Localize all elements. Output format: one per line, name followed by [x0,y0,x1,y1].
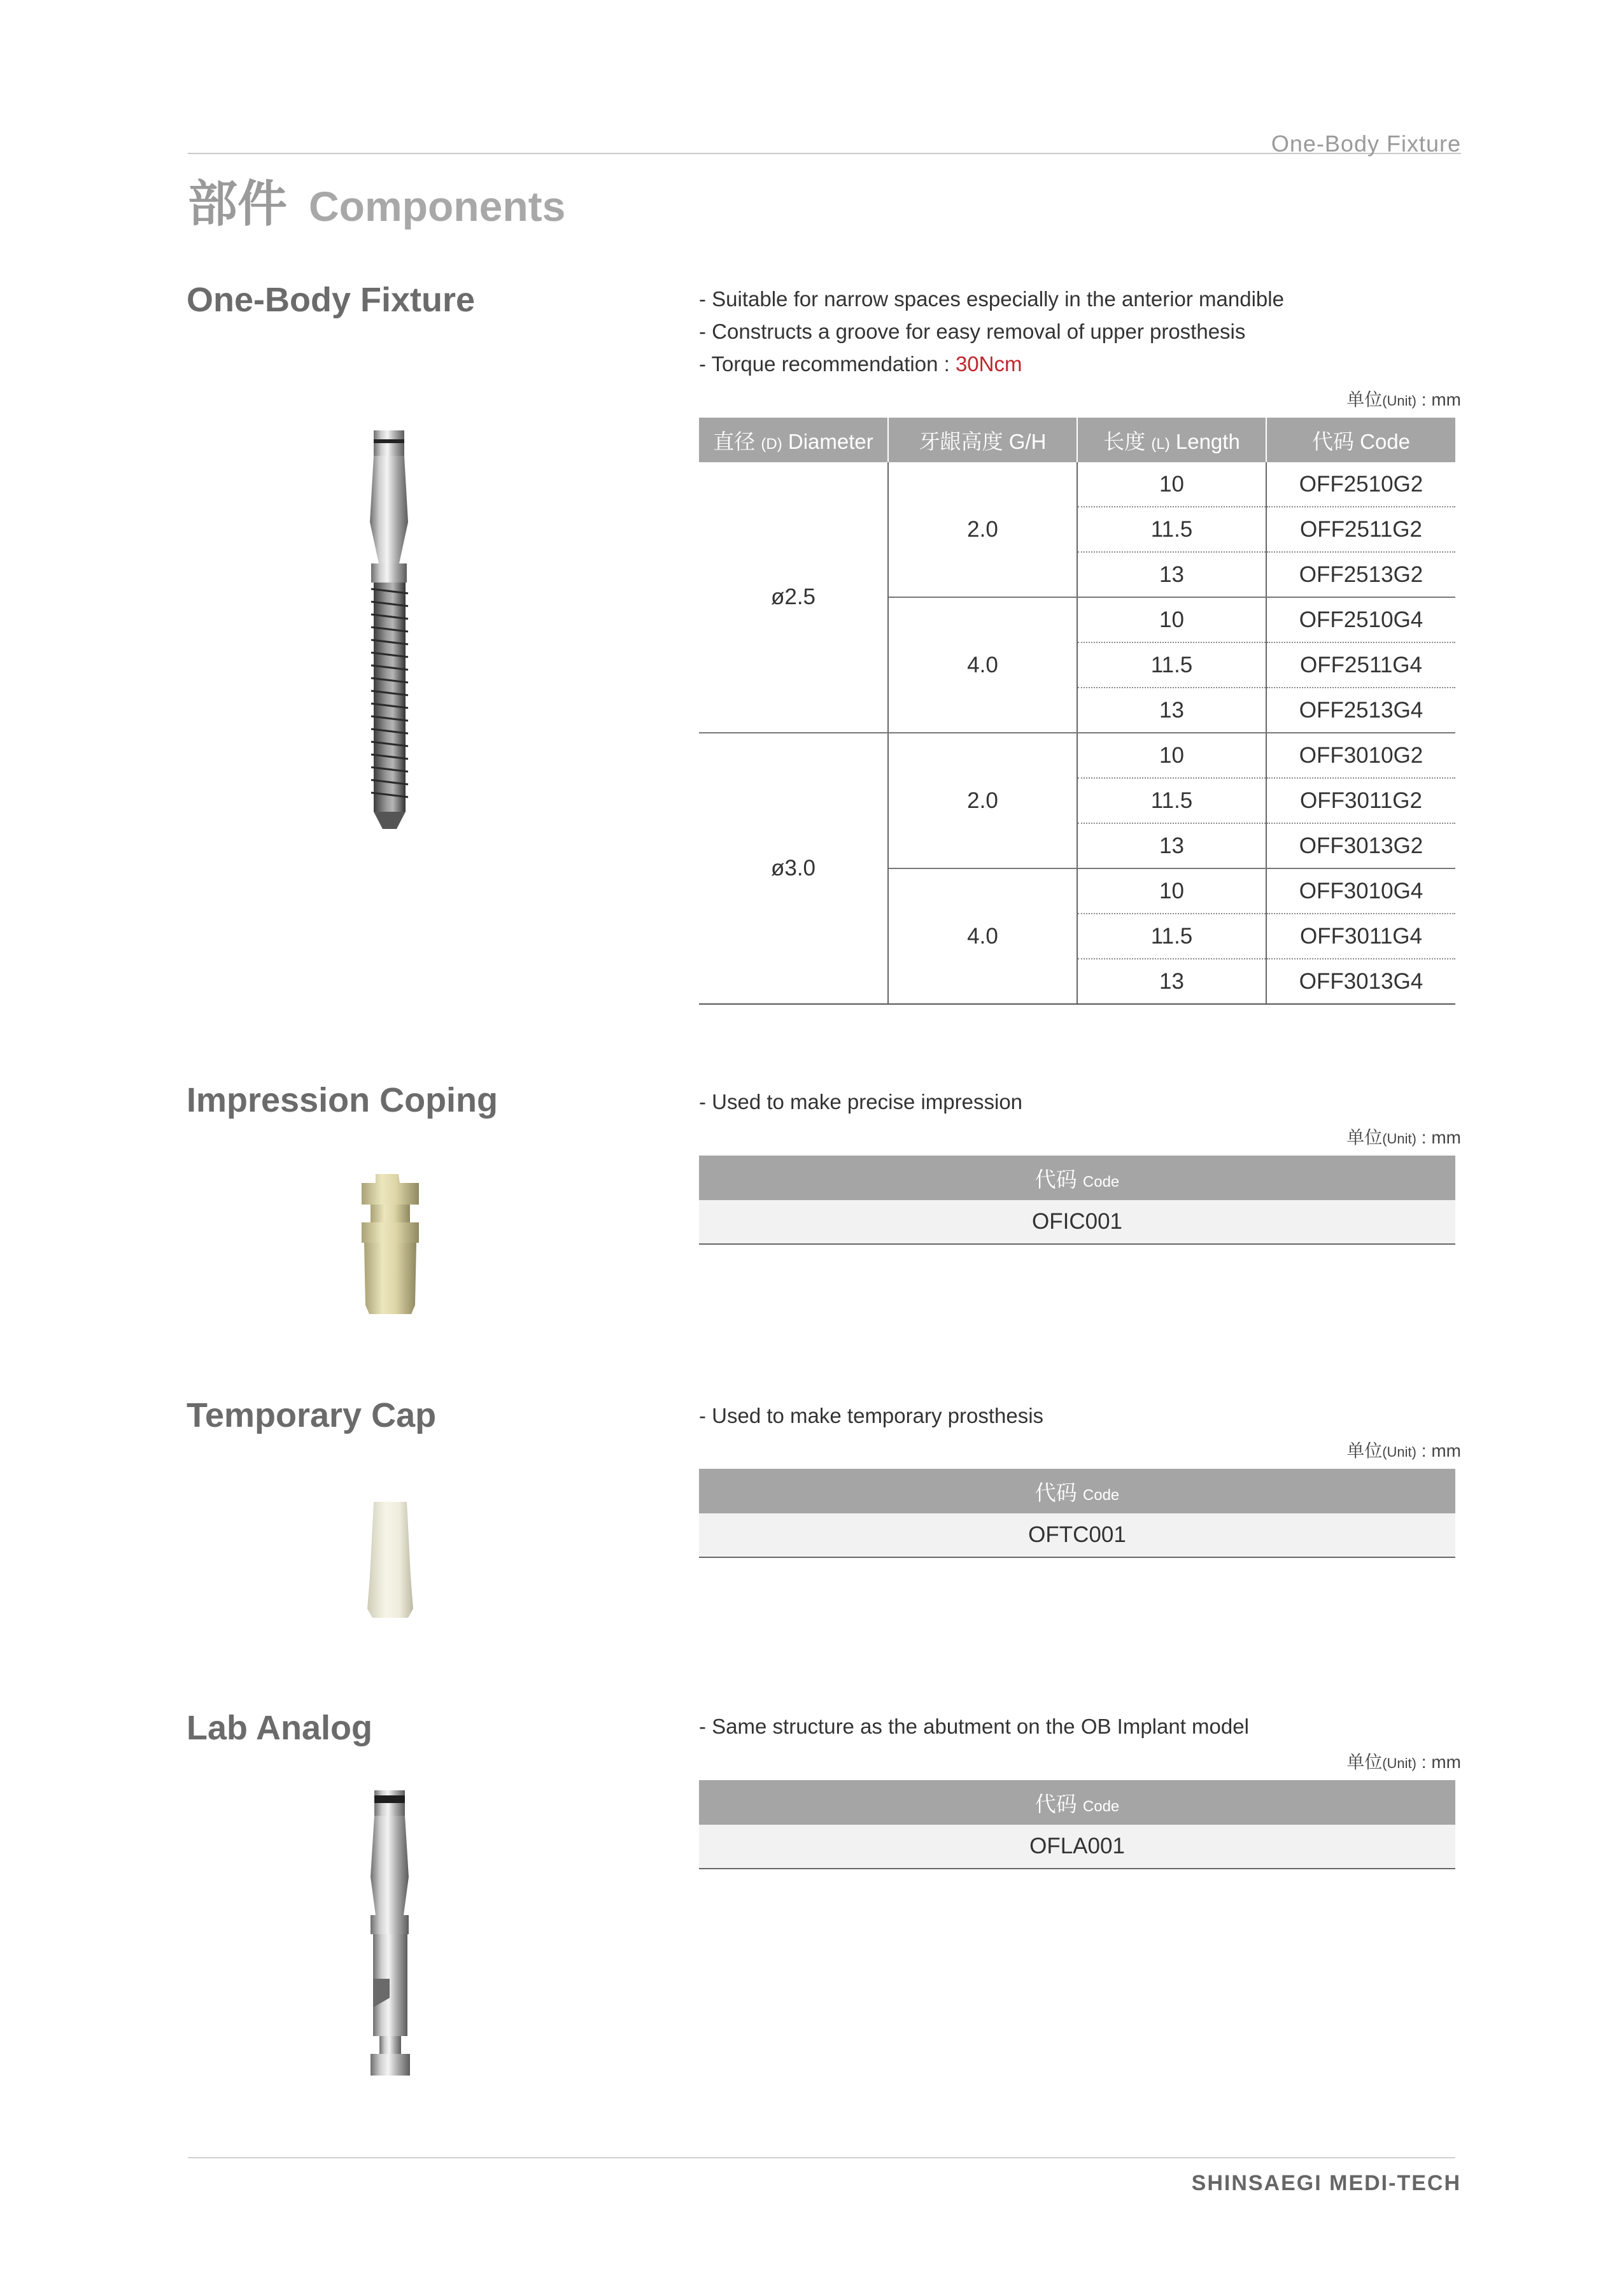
section-title-fixture: One-Body Fixture [187,281,476,319]
temporary-description: - Used to make temporary prosthesis [699,1404,1044,1427]
length-cell: 13 [1077,823,1266,868]
temporary-cap-image [360,1499,420,1620]
section-title-impression-coping: Impression Coping [187,1081,498,1119]
impression-coping-image [355,1171,425,1318]
diameter-cell: ø3.0 [699,733,888,1004]
gh-cell: 2.0 [888,733,1077,868]
footer-rule [188,2157,1455,2158]
temporary-code-table [699,1469,1455,1558]
length-cell: 11.5 [1077,778,1266,823]
header-rule [188,153,1461,154]
torque-value: 30Ncm [955,352,1022,376]
table-header-row [699,1469,1455,1513]
table-header-row [699,1156,1455,1200]
header-gingival-height: 牙龈高度 G/H [888,418,1077,462]
header-code: 代码 Code [699,1469,1455,1513]
length-cell: 11.5 [1077,642,1266,688]
table-row [699,462,1455,507]
lab-analog-image [357,1788,423,2081]
section-title-lab-analog: Lab Analog [187,1709,372,1747]
unit-label: 单位(Unit) : mm [1346,1441,1461,1461]
fixture-desc-line-1: - Suitable for narrow spaces especially in the anterior mandible [699,287,1284,311]
code-cell: OFIC001 [699,1200,1455,1244]
one-body-fixture-image [360,427,420,834]
code-cell: OFF3013G4 [1266,959,1455,1004]
code-cell: OFLA001 [699,1825,1455,1869]
impression-code-table [699,1156,1455,1245]
gh-cell: 4.0 [888,597,1077,733]
page-title [188,164,565,236]
length-cell: 13 [1077,688,1266,733]
header-code: 代码 Code [699,1156,1455,1200]
fixture-spec-table [699,418,1455,1005]
length-cell: 10 [1077,597,1266,642]
code-cell: OFF3010G2 [1266,733,1455,778]
code-cell: OFF2511G2 [1266,507,1455,552]
unit-label: 单位(Unit) : mm [1346,1128,1461,1147]
table-row [699,733,1455,778]
analog-description: - Same structure as the abutment on the OB Implant model [699,1715,1249,1738]
code-cell: OFF2510G2 [1266,462,1455,507]
code-cell: OFF2513G2 [1266,552,1455,597]
section-title-temporary-cap: Temporary Cap [187,1396,437,1434]
length-cell: 10 [1077,868,1266,914]
table-header-row [699,418,1455,462]
table-header-row [699,1780,1455,1825]
length-cell: 13 [1077,959,1266,1004]
table-row [699,1200,1455,1244]
fixture-torque-line [699,348,1284,380]
code-cell: OFF3011G2 [1266,778,1455,823]
table-row [699,1825,1455,1869]
brand-name: SHINSAEGI MEDI-TECH [1191,2171,1461,2195]
code-cell: OFTC001 [699,1513,1455,1557]
code-cell: OFF2511G4 [1266,642,1455,688]
torque-label: - Torque recommendation : [699,352,956,376]
header-diameter: 直径 (D) Diameter [699,418,888,462]
length-cell: 11.5 [1077,507,1266,552]
header-length: 长度 (L) Length [1077,418,1266,462]
header-code: 代码 Code [699,1780,1455,1825]
page-title-cn: 部件 [188,176,288,232]
table-row [699,1513,1455,1557]
code-cell: OFF3011G4 [1266,914,1455,959]
unit-label: 单位(Unit) : mm [1346,1752,1461,1772]
fixture-description [699,283,1284,380]
header-code: 代码 Code [1266,418,1455,462]
analog-code-table [699,1780,1455,1869]
impression-description: - Used to make precise impression [699,1090,1023,1114]
gh-cell: 2.0 [888,462,1077,597]
unit-label: 单位(Unit) : mm [1346,390,1461,409]
fixture-desc-line-2: - Constructs a groove for easy removal of upper prosthesis [699,320,1246,343]
code-cell: OFF3013G2 [1266,823,1455,868]
length-cell: 10 [1077,462,1266,507]
running-title: One-Body Fixture [1271,131,1461,157]
code-cell: OFF2513G4 [1266,688,1455,733]
length-cell: 10 [1077,733,1266,778]
code-cell: OFF2510G4 [1266,597,1455,642]
gh-cell: 4.0 [888,868,1077,1004]
code-cell: OFF3010G4 [1266,868,1455,914]
length-cell: 11.5 [1077,914,1266,959]
diameter-cell: ø2.5 [699,462,888,733]
page-title-en: Components [309,183,566,230]
length-cell: 13 [1077,552,1266,597]
